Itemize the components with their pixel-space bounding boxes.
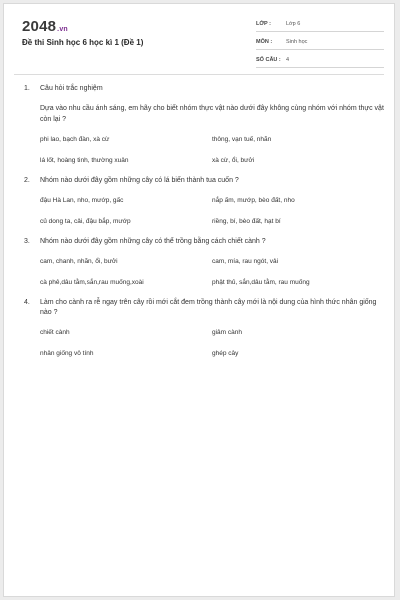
page-header — [4, 4, 394, 68]
option[interactable]: nhân giống vô tính — [40, 350, 94, 357]
option[interactable]: ghép cây — [212, 350, 239, 357]
option[interactable]: phi lao, bạch đàn, xà cừ — [40, 136, 110, 143]
meta-row-count — [256, 53, 384, 68]
option[interactable]: cam, chanh, nhãn, ổi, bưởi — [40, 258, 118, 265]
meta-row-class — [256, 17, 384, 32]
option[interactable]: nắp ấm, mướp, bèo đất, nho — [212, 197, 295, 204]
question-text: Nhóm nào dưới đây gồm những cây có thể trồng bằng cách chiết cành ? — [40, 238, 266, 245]
question-3 — [24, 237, 384, 288]
meta-table — [256, 17, 384, 71]
option[interactable]: cà phê,dâu tằm,sắn,rau muống,xoài — [40, 279, 144, 286]
site-logo[interactable] — [22, 18, 68, 35]
option[interactable]: củ dong ta, cải, đậu bắp, mướp — [40, 218, 131, 225]
question-text: Nhóm nào dưới đây gồm những cây có lá biến thành tua cuốn ? — [40, 177, 239, 184]
question-number: 1. — [24, 85, 30, 92]
option[interactable]: riềng, bí, bèo đất, hạt bí — [212, 218, 281, 225]
question-2 — [24, 176, 384, 227]
options — [40, 196, 384, 227]
question-text: Câu hỏi trắc nghiệm — [40, 85, 103, 92]
option[interactable]: cam, mía, rau ngót, vải — [212, 258, 279, 265]
option[interactable]: xà cừ, ổi, bưởi — [212, 157, 255, 164]
option[interactable]: phật thủ, sắn,dâu tằm, rau muống — [212, 279, 310, 286]
question-head — [24, 237, 384, 247]
meta-key: MÔN : — [256, 39, 273, 45]
meta-key: LỚP : — [256, 21, 271, 27]
question-desc: Dựa vào nhu cầu ánh sáng, em hãy cho biết nhóm thực vật nào dưới đây không cùng nhóm với nhóm thực vật còn lại ? — [40, 105, 384, 123]
question-text: Làm cho cành ra rễ ngay trên cây rồi mới cắt đem trồng thành cây mới là nội dung của hình thức nhân giống nào ? — [40, 299, 377, 316]
doc-title: Đề thi Sinh học 6 học kì 1 (Đề 1) — [22, 38, 144, 47]
options — [40, 257, 384, 288]
question-head — [24, 176, 384, 186]
meta-key: SỐ CÂU : — [256, 57, 281, 63]
option[interactable]: đậu Hà Lan, nho, mướp, gấc — [40, 197, 124, 204]
options — [40, 328, 384, 359]
header-divider — [14, 74, 384, 75]
meta-value: Lớp 6 — [286, 21, 301, 27]
exam-page — [3, 3, 395, 597]
question-number: 3. — [24, 238, 30, 245]
question-head — [24, 84, 384, 94]
meta-value: Sinh học — [286, 39, 308, 45]
question-head — [24, 298, 384, 318]
logo-main: 2048 — [22, 18, 57, 35]
question-1 — [24, 84, 384, 166]
logo-sub: .vn — [57, 26, 68, 33]
question-number: 2. — [24, 177, 30, 184]
meta-value: 4 — [286, 57, 290, 63]
meta-row-subject — [256, 35, 384, 50]
option[interactable]: lá lốt, hoàng tinh, thường xuân — [40, 157, 129, 164]
option[interactable]: chiết cành — [40, 329, 70, 336]
option[interactable]: thông, vạn tuế, nhãn — [212, 136, 272, 143]
question-number: 4. — [24, 299, 30, 306]
option[interactable]: giâm cành — [212, 329, 242, 336]
question-list — [24, 84, 384, 369]
question-4 — [24, 298, 384, 359]
options — [40, 135, 384, 166]
